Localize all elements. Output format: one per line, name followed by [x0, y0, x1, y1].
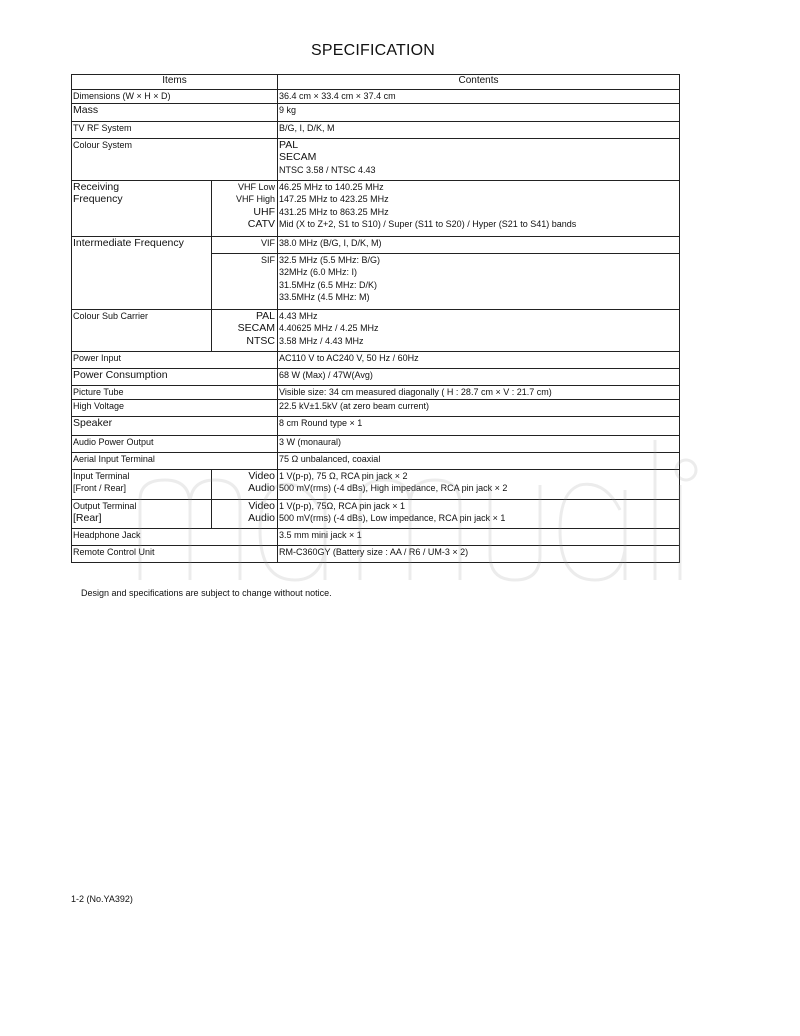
table-row — [72, 309, 680, 351]
row-content-tv-rf: B/G, I, D/K, M — [278, 121, 680, 138]
table-row — [72, 90, 680, 104]
row-item-remote: Remote Control Unit — [72, 545, 278, 562]
sif-value: 32MHz (6.0 MHz: I) — [279, 267, 358, 278]
row-item-power-input: Power Input — [72, 351, 278, 368]
row-content-picture-tube: Visible size: 34 cm measured diagonally ( H : 28.7 cm × V : 21.7 cm) — [278, 385, 680, 399]
sif-value: 33.5MHz (4.5 MHz: M) — [279, 292, 370, 303]
table-row — [72, 452, 680, 469]
row-item-intermediate: Intermediate Frequency — [72, 236, 212, 309]
row-content-headphone: 3.5 mm mini jack × 1 — [278, 528, 680, 545]
band-label: VHF High — [236, 194, 276, 205]
row-sub-output-terminal — [212, 499, 278, 528]
sif-value: 32.5 MHz (5.5 MHz: B/G) — [279, 254, 381, 265]
table-row — [72, 416, 680, 435]
header-contents: Contents — [278, 75, 680, 90]
row-content-dimensions: 36.4 cm × 33.4 cm × 37.4 cm — [278, 90, 680, 104]
band-label: CATV — [247, 218, 276, 231]
carrier-label: SECAM — [237, 322, 276, 335]
terminal-type: Audio — [248, 512, 276, 525]
terminal-value: 1 V(p-p), 75 Ω, RCA pin jack × 2 — [279, 470, 408, 481]
table-row — [72, 528, 680, 545]
row-content-high-voltage: 22.5 kV±1.5kV (at zero beam current) — [278, 399, 680, 416]
output-label-line: [Rear] — [73, 512, 102, 525]
row-content-output-terminal — [278, 499, 680, 528]
vif-value: 38.0 MHz (B/G, I, D/K, M) — [278, 236, 680, 253]
row-item-headphone: Headphone Jack — [72, 528, 278, 545]
receiving-label-line: Receiving — [73, 180, 120, 193]
row-content-speaker: 8 cm Round type × 1 — [278, 416, 680, 435]
terminal-value: 500 mV(rms) (-4 dBs), Low impedance, RCA pin jack × 1 — [279, 513, 506, 524]
terminal-type: Video — [248, 469, 276, 482]
terminal-type: Video — [248, 499, 276, 512]
row-item-speaker: Speaker — [72, 416, 278, 435]
row-item-power-consumption: Power Consumption — [72, 368, 278, 385]
row-item-audio-power: Audio Power Output — [72, 435, 278, 452]
row-content-input-terminal — [278, 469, 680, 499]
disclaimer-note: Design and specifications are subject to change without notice. — [81, 588, 332, 598]
vif-label: VIF — [212, 236, 278, 253]
page-title: SPECIFICATION — [310, 42, 436, 59]
table-row — [72, 435, 680, 452]
row-item-aerial: Aerial Input Terminal — [72, 452, 278, 469]
colour-system-line: NTSC 3.58 / NTSC 4.43 — [279, 164, 376, 175]
row-content-remote: RM-C360GY (Battery size : AA / R6 / UM-3 × 2) — [278, 545, 680, 562]
row-item-receiving — [72, 180, 212, 236]
table-row — [72, 399, 680, 416]
band-value: Mid (X to Z+2, S1 to S10) / Super (S11 to S20) / Hyper (S21 to S41) bands — [279, 219, 577, 230]
table-row — [72, 180, 680, 236]
row-content-colour-sub — [278, 309, 680, 351]
row-content-power-input: AC110 V to AC240 V, 50 Hz / 60Hz — [278, 351, 680, 368]
table-row — [72, 385, 680, 399]
band-value: 46.25 MHz to 140.25 MHz — [279, 181, 384, 192]
carrier-label: PAL — [255, 309, 276, 322]
table-row — [72, 469, 680, 499]
row-item-dimensions: Dimensions (W × H × D) — [72, 90, 278, 104]
carrier-label: NTSC — [246, 334, 276, 347]
row-item-colour-sub: Colour Sub Carrier — [72, 309, 212, 351]
row-content-mass: 9 kg — [278, 103, 680, 121]
band-label: UHF — [253, 205, 276, 218]
output-label-line: Output Terminal — [73, 500, 137, 511]
receiving-label-line: Frequency — [73, 193, 123, 206]
row-content-receiving — [278, 180, 680, 236]
table-header-row — [72, 75, 680, 90]
carrier-value: 4.43 MHz — [279, 310, 318, 321]
carrier-value: 3.58 MHz / 4.43 MHz — [279, 335, 364, 346]
row-content-audio-power: 3 W (monaural) — [278, 435, 680, 452]
sif-label: SIF — [212, 253, 278, 309]
table-row — [72, 351, 680, 368]
terminal-value: 1 V(p-p), 75Ω, RCA pin jack × 1 — [279, 500, 406, 511]
terminal-value: 500 mV(rms) (-4 dBs), High impedance, RCA pin jack × 2 — [279, 483, 508, 494]
row-item-mass: Mass — [72, 103, 278, 121]
row-item-input-terminal — [72, 469, 212, 499]
row-sub-input-terminal — [212, 469, 278, 499]
page-number: 1-2 (No.YA392) — [71, 894, 133, 904]
row-content-aerial: 75 Ω unbalanced, coaxial — [278, 452, 680, 469]
header-items: Items — [72, 75, 278, 90]
row-sub-receiving — [212, 180, 278, 236]
sif-value: 31.5MHz (6.5 MHz: D/K) — [279, 279, 378, 290]
row-item-colour-system: Colour System — [72, 138, 278, 180]
band-label: VHF Low — [238, 181, 276, 192]
table-row — [72, 121, 680, 138]
row-item-picture-tube: Picture Tube — [72, 385, 278, 399]
input-label-line: [Front / Rear] — [73, 483, 127, 494]
band-value: 147.25 MHz to 423.25 MHz — [279, 194, 389, 205]
colour-system-line: PAL — [279, 138, 299, 151]
table-row — [72, 368, 680, 385]
row-content-power-consumption: 68 W (Max) / 47W(Avg) — [278, 368, 680, 385]
band-value: 431.25 MHz to 863.25 MHz — [279, 206, 389, 217]
table-row — [72, 236, 680, 253]
specification-table — [71, 74, 680, 563]
row-item-output-terminal — [72, 499, 212, 528]
input-label-line: Input Terminal — [73, 470, 130, 481]
table-row — [72, 138, 680, 180]
table-row — [72, 499, 680, 528]
row-sub-colour-sub — [212, 309, 278, 351]
table-row — [72, 545, 680, 562]
row-item-high-voltage: High Voltage — [72, 399, 278, 416]
sif-values — [278, 253, 680, 309]
row-item-tv-rf: TV RF System — [72, 121, 278, 138]
carrier-value: 4.40625 MHz / 4.25 MHz — [279, 323, 379, 334]
terminal-type: Audio — [248, 482, 276, 495]
colour-system-line: SECAM — [279, 151, 317, 164]
row-content-colour-system — [278, 138, 680, 180]
table-row — [72, 103, 680, 121]
